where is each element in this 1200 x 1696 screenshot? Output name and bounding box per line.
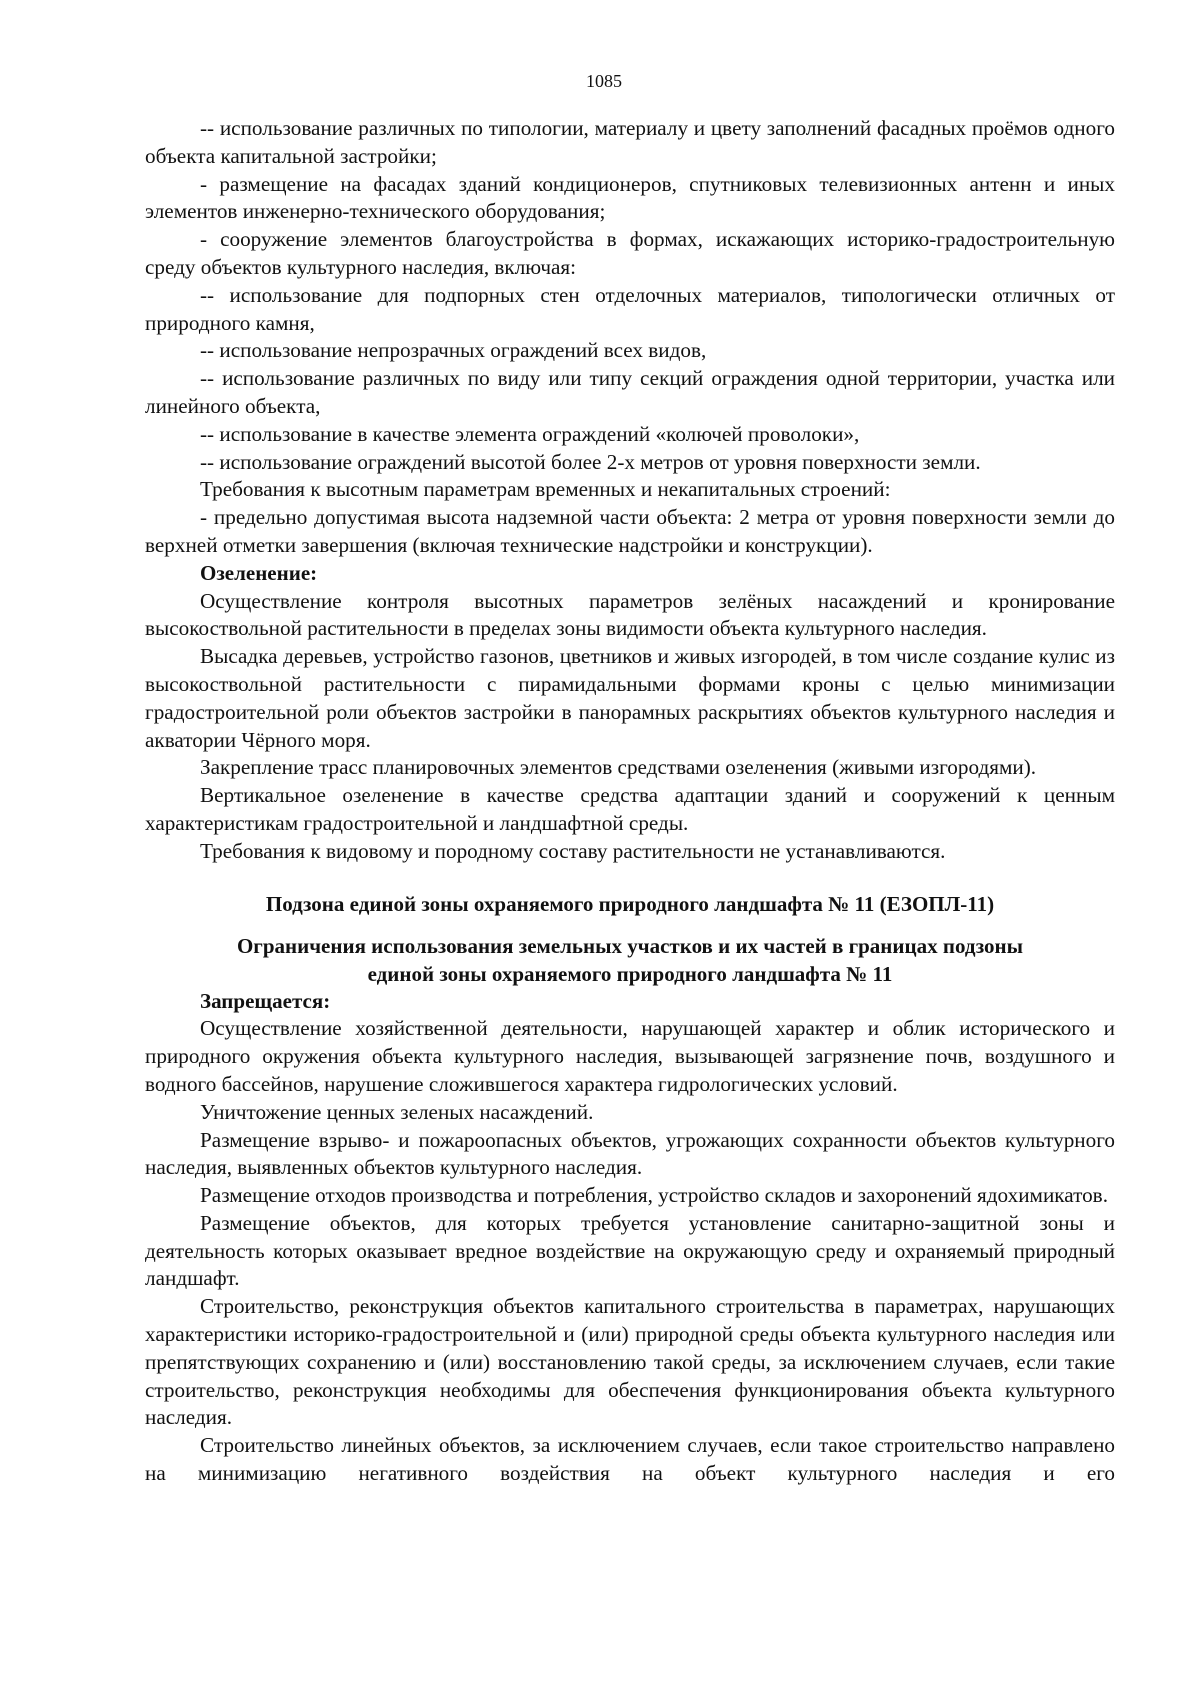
paragraph: -- использование ограждений высотой более 2-х метров от уровня поверхности земли.: [200, 449, 981, 474]
paragraph: - размещение на фасадах зданий кондиционеров, спутниковых телевизионных антенн и иных элементов инженерно-технического оборудования;: [145, 171, 1115, 224]
paragraph: Размещение отходов производства и потребления, устройство складов и захоронений ядохимикатов.: [200, 1183, 1108, 1208]
greening-block: [145, 588, 1115, 866]
paragraph: Осуществление хозяйственной деятельности, нарушающей характер и облик исторического и природного окружения объекта культурного наследия, вызывающей загрязнение почв, воздушного и водного бассейнов, нарушение сложившегося характера гидрологических условий.: [145, 1016, 1115, 1096]
greening-heading: Озеленение:: [200, 560, 318, 585]
paragraph: Требования к видовому и породному составу растительности не устанавливаются.: [200, 838, 946, 863]
paragraph: Уничтожение ценных зеленых насаждений.: [200, 1099, 594, 1124]
paragraph: -- использование в качестве элемента ограждений «колючей проволоки»,: [200, 421, 860, 446]
paragraph: - предельно допустимая высота надземной части объекта: 2 метра от уровня поверхности земли до верхней отметки завершения (включая технические надстройки и конструкции).: [145, 505, 1115, 557]
restrictions-title-line1: Ограничения использования земельных участков и их частей в границах подзоны: [236, 933, 1024, 958]
paragraph: Осуществление контроля высотных параметров зелёных насаждений и кронирование высокоствольной растительности в пределах зоны видимости объекта культурного наследия.: [145, 588, 1115, 641]
restrictions-title: [145, 932, 1115, 988]
paragraph: -- использование различных по типологии, материалу и цвету заполнений фасадных проёмов одного объекта капитальной застройки;: [145, 116, 1115, 168]
paragraph: Строительство линейных объектов, за исключением случаев, если такое строительство направлено на минимизацию негативного воздействия на объект культурного наследия и его: [145, 1433, 1115, 1486]
paragraph: Требования к высотным параметрам временных и некапитальных строений:: [200, 477, 891, 502]
page-number: 1085: [586, 71, 622, 91]
fence-restrictions-block: [145, 115, 1115, 560]
paragraph: Вертикальное озеленение в качестве средства адаптации зданий и сооружений к ценным характеристикам градостроительной и ландшафтной среды.: [145, 783, 1115, 835]
prohibited-heading: Запрещается:: [200, 988, 331, 1013]
paragraph: Строительство, реконструкция объектов капитального строительства в параметрах, нарушающих характеристики историко-градостроительной и (или) природной среды объекта культурного наследия или препятствующих сохранению и (или) восстановлению такой среды, за исключением случаев, если такие строительство, реконструкция необходимы для обеспечения функционирования объекта культурного наследия.: [145, 1294, 1115, 1430]
paragraph: -- использование непрозрачных ограждений всех видов,: [200, 338, 707, 363]
prohibitions-block: [145, 1015, 1115, 1488]
paragraph: -- использование различных по виду или типу секций ограждения одной территории, участка или линейного объекта,: [145, 366, 1115, 418]
subzone-title: Подзона единой зоны охраняемого природного ландшафта № 11 (ЕЗОПЛ-11): [265, 891, 995, 916]
document-body: [145, 115, 1115, 1488]
paragraph: Высадка деревьев, устройство газонов, цветников и живых изгородей, в том числе создание кулис из высокоствольной растительности с пирамидальными формами кроны с целью минимизации градостроительной роли объектов застройки в панорамных раскрытиях объектов культурного наследия и акватории Чёрного моря.: [145, 644, 1115, 752]
paragraph: Размещение объектов, для которых требуется установление санитарно-защитной зоны и деятельность которых оказывает вредное воздействие на окружающую среду и охраняемый природный ландшафт.: [145, 1210, 1115, 1291]
paragraph: - сооружение элементов благоустройства в формах, искажающих историко-градостроительную среду объектов культурного наследия, включая:: [145, 227, 1115, 279]
restrictions-title-line2: единой зоны охраняемого природного ландшафта № 11: [367, 961, 893, 986]
paragraph: Размещение взрыво- и пожароопасных объектов, угрожающих сохранности объектов культурного наследия, выявленных объектов культурного наследия.: [145, 1127, 1115, 1180]
paragraph: -- использование для подпорных стен отделочных материалов, типологически отличных от природного камня,: [145, 282, 1115, 335]
paragraph: Закрепление трасс планировочных элементов средствами озеленения (живыми изгородями).: [200, 755, 1037, 780]
